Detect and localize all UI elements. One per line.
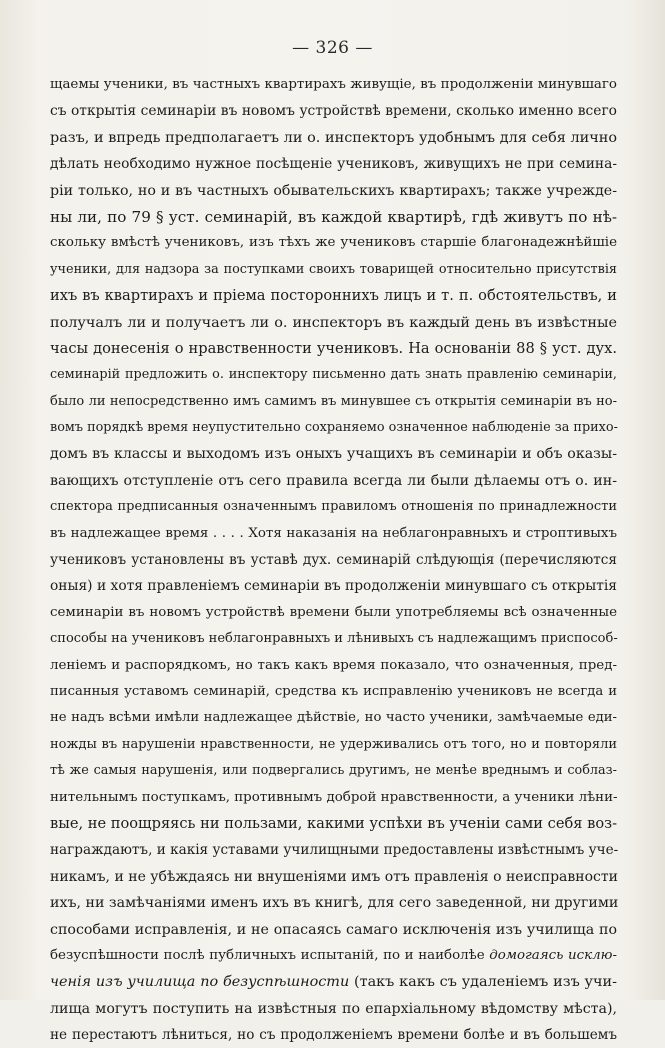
text-line: не надъ всѣми имѣли надлежащее дѣйствіе, но часто ученики, замѣчаемые еди-: [50, 710, 617, 726]
text-line: тѣ же самыя нарушенія, или подвергались другимъ, не менѣе вреднымъ и соблаз-: [50, 763, 617, 779]
page-number: — 326 —: [292, 38, 373, 58]
text-line: было ли непосредственно имъ самимъ въ минувшее съ открытія семинаріи въ но-: [50, 393, 617, 409]
text-line: вомъ порядкѣ время неупустительно сохраняемо означенное наблюденіе за прихо-: [50, 420, 618, 436]
text-line: щаемы ученики, въ частныхъ квартирахъ живущіе, въ продолженіи минувшаго: [50, 77, 617, 92]
text-line: ріи только, но и въ частныхъ обывательскихъ квартирахъ; также учрежде-: [50, 182, 617, 199]
text-line: ихъ, ни замѣчаніями именъ ихъ въ книгѣ, для сего заведенной, ни другими: [50, 895, 619, 912]
text-line: дѣлать необходимо нужное посѣщеніе учениковъ, живущихъ не при семина-: [50, 156, 617, 173]
text-line: семинаріи въ новомъ устройствѣ времени были употребляемы всѣ означенные: [50, 604, 617, 620]
text-line: не перестаютъ лѣниться, но съ продолженіемъ времени болѣе и въ большемъ: [50, 1027, 617, 1044]
text-line: никамъ, и не убѣждаясь ни внушеніями имъ отъ правленія о неисправности: [50, 868, 618, 885]
text-line: часы донесенія о нравственности учениковъ. На основаніи 88 § уст. дух.: [50, 339, 617, 357]
text-line: оныя) и хотя правленіемъ семинаріи въ продолженіи минувшаго съ открытія: [50, 578, 617, 595]
text-line: награждаютъ, и какія уставами училищными предоставлены извѣстнымъ уче-: [50, 842, 619, 859]
text-line-with-italic: ченія изъ училища по безуспѣшности (такъ какъ съ удаленіемъ изъ учи-: [50, 974, 617, 991]
text-line: спектора предписанныя означеннымъ правиломъ отношенія по принадлежности: [50, 499, 617, 515]
text-line: способы на учениковъ неблагонравныхъ и лѣнивыхъ съ надлежащимъ приспособ-: [50, 631, 618, 647]
text-line: разъ, и впредь предполагаетъ ли о. инспекторъ удобнымъ для себя лично: [50, 129, 617, 146]
text-line: лища могутъ поступить на извѣстныя по епархіальному вѣдомству мѣста),: [50, 1000, 617, 1017]
text-line-with-italic: безуспѣшности послѣ публичныхъ испытаній, по и наиболѣе домогаясь исклю-: [50, 947, 617, 963]
italic-phrase: домогаясь исклю-: [489, 947, 617, 963]
body-text: [50, 72, 617, 1048]
italic-phrase: ченія изъ училища по безуспѣшности: [50, 974, 350, 991]
text-line: ножды въ нарушеніи нравственности, не удерживались отъ того, но и повторяли: [50, 736, 617, 752]
text-line: домъ въ классы и выходомъ изъ оныхъ учащихъ въ семинаріи и объ оказы-: [50, 446, 617, 463]
text-line: писанныя уставомъ семинарій, средства къ исправленію учениковъ не всегда и: [50, 683, 617, 699]
text-line: съ открытія семинаріи въ новомъ устройствѣ времени, сколько именно всего: [50, 103, 617, 120]
text-line: скольку вмѣстѣ учениковъ, изъ тѣхъ же учениковъ старшіе благонадежнѣйшіе: [50, 235, 617, 251]
text-line: ны ли, по 79 § уст. семинарій, въ каждой квартирѣ, гдѣ живутъ по нѣ-: [50, 207, 617, 226]
text-line: ихъ въ квартирахъ и пріема постороннихъ лицъ и т. п. обстоятельствъ, и: [50, 287, 617, 305]
text-line: въ надлежащее время . . . . Хотя наказанія на неблагонравныхъ и строптивыхъ: [50, 525, 617, 541]
text-line: ученики, для надзора за поступками своихъ товарищей относительно присутствія: [50, 261, 617, 277]
text-line: способами исправленія, и не опасаясь самаго исключенія изъ училища по: [50, 921, 617, 938]
text-line: вающихъ отступленіе отъ сего правила всегда ли были дѣлаемы отъ о. ин-: [50, 472, 617, 489]
text-line: леніемъ и распорядкомъ, но такъ какъ время показало, что означенныя, пред-: [50, 657, 617, 673]
text-line: семинарій предложить о. инспектору письменно дать знать правленію семинаріи,: [50, 367, 617, 383]
text-line: нительнымъ поступкамъ, противнымъ доброй нравственности, а ученики лѣни-: [50, 789, 618, 805]
text-line: вые, не поощряясь ни пользами, какими успѣхи въ ученіи сами себя воз-: [50, 814, 617, 832]
text-line: учениковъ установлены въ уставѣ дух. семинарій слѣдующія (перечисляются: [50, 552, 617, 569]
text-line: получалъ ли и получаетъ ли о. инспекторъ въ каждый день въ извѣстные: [50, 314, 617, 331]
